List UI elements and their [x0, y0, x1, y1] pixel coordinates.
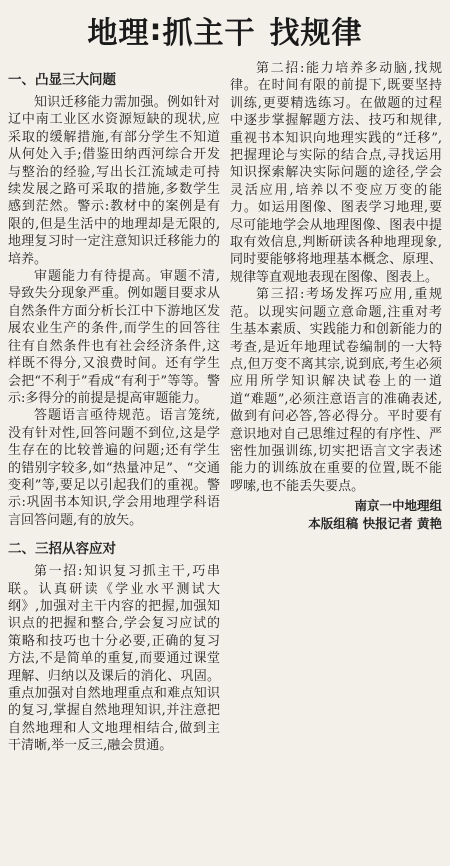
- headline: [8, 6, 442, 54]
- left-column: [8, 60, 220, 755]
- section-title-problems: 一、凸显三大问题: [8, 72, 116, 88]
- section-title-strategies: 二、三招从容应对: [8, 541, 116, 558]
- paragraph-question-reading: 审题能力有待提高。审题不清,导致失分现象严重。例如题目要求从自然条件方面分析长江中下游地区发展农业生产的条件,而学生的回答往往有自然条件也有社会经济条件,这样既不得分,又浪费时间。还有学生会把“不利于”看成“有利于”等等。警示:多得分的前提是提高审题能力。: [8, 269, 220, 406]
- editor-byline: 本版组稿 快报记者 黄艳: [308, 516, 442, 532]
- author-signature: 南京一中地理组: [354, 498, 442, 514]
- paragraph-strategy-one: 第一招:知识复习抓主干,巧串联。认真研读《学业水平测试大纲》,加强对主干内容的把握,加强知识点的把握和整合,学会复习应试的策略和技巧也十分必要,正确的复习方法,不是简单的重复,而要通过课堂理解、归纳以及课后的消化、巩固。重点加强对自然地理重点和难点知识的复习,掌握自然地理知识,并注意把自然地理和人文地理相结合,做到主干清晰,举一反三,融会贯通。: [8, 564, 220, 754]
- paragraph-strategy-three: 第三招:考场发挥巧应用,重规范。以现实问题立意命题,注重对考生基本素质、实践能力和创新能力的考查,是近年地理试卷编制的一大特点,但万变不离其宗,说到底,考生必须应用所学知识解决试卷上的一道道“难题”,必须注意语言的准确表述,做到有问必答,答必得分。平时要有意识地对自己思维过程的有序性、严密性加强训练,切实把语言文字表述能力的训练放在重要的位置,既不能啰嗦,也不能丢失要点。: [230, 287, 442, 494]
- right-column: [230, 60, 442, 755]
- paragraph-knowledge-transfer: 知识迁移能力需加强。例如针对辽中南工业区水资源短缺的现状,应采取的缓解措施,有部分学生不知道从何处入手;借鉴田纳西河综合开发与整治的经验,写出长江流域走可持续发展之路可采取的措施,多数学生感到茫然。警示:教材中的案例是有限的,但是生活中的地理却是无限的,地理复习时一定注意知识迁移能力的培养。: [8, 95, 220, 267]
- headline-separator: :: [149, 12, 163, 48]
- headline-part2: 抓主干: [162, 16, 256, 51]
- headline-part3: 找规律: [269, 16, 363, 51]
- paragraph-strategy-two: 第二招:能力培养多动脑,找规律。在时间有限的前提下,既要坚持训练,更要精选练习。在做题的过程中逐步掌握解题方法、技巧和规律,重视书本知识向地理实践的“迁移”,把握理论与实际的结合点,寻找运用知识探索解决实际问题的途径,学会灵活应用,培养以不变应万变的能力。如运用图像、图表学习地理,要尽可能地学会从地理图像、图表中提取有效信息,判断研读各种地理现象,同时要能够将地理基本概念、原理、规律等直观地表现在图像、图表上。: [230, 61, 442, 285]
- headline-part1: 地理: [87, 16, 150, 51]
- article-columns: [8, 60, 442, 755]
- paragraph-answer-language: 答题语言亟待规范。语言笼统,没有针对性,回答问题不到位,这是学生存在的比较普遍的问题;还有学生的错别字较多,如“热量冲足”、“交通变利”等,要足以引起我们的重视。警示:巩固书本知识,学会用地理学科语言回答问题,有的放矢。: [8, 408, 220, 528]
